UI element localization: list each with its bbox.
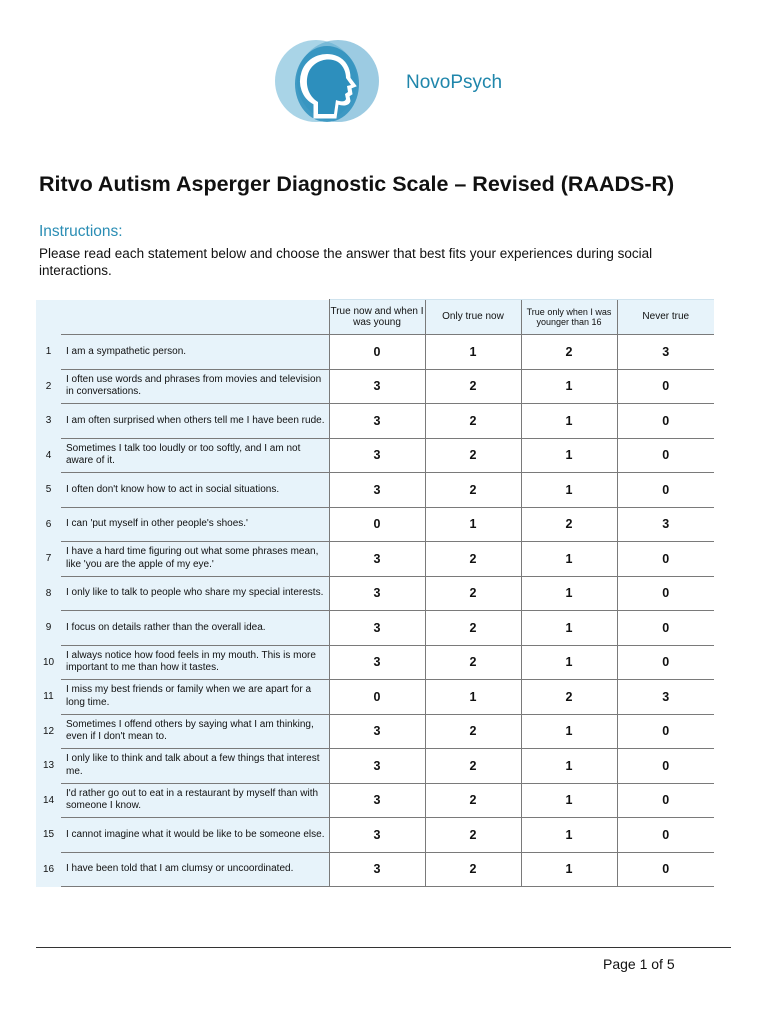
header-num-cell [36,300,61,335]
statement-text: I only like to think and talk about a few things that interest me. [61,749,329,784]
statement-text: I am a sympathetic person. [61,335,329,370]
footer-divider [36,947,731,948]
score-option-4[interactable]: 0 [617,576,714,611]
statement-text: Sometimes I offend others by saying what I am thinking, even if I don't mean to. [61,714,329,749]
table-row [36,645,714,680]
score-option-4[interactable]: 3 [617,335,714,370]
score-option-2[interactable]: 2 [425,438,521,473]
score-option-4[interactable]: 0 [617,542,714,577]
score-option-4[interactable]: 0 [617,714,714,749]
score-option-2[interactable]: 2 [425,749,521,784]
score-option-4[interactable]: 0 [617,473,714,508]
table-header-row [36,300,714,335]
header-option-3: True only when I was younger than 16 [521,300,617,335]
score-option-3[interactable]: 1 [521,783,617,818]
row-number: 3 [36,404,61,439]
header-option-2: Only true now [425,300,521,335]
score-option-3[interactable]: 1 [521,369,617,404]
score-option-3[interactable]: 1 [521,749,617,784]
score-option-4[interactable]: 0 [617,783,714,818]
table-row [36,404,714,439]
table-row [36,542,714,577]
statement-text: I'd rather go out to eat in a restaurant by myself than with someone I know. [61,783,329,818]
statement-text: I am often surprised when others tell me I have been rude. [61,404,329,439]
score-option-3[interactable]: 1 [521,473,617,508]
score-option-2[interactable]: 2 [425,542,521,577]
novopsych-logo-icon [272,34,382,129]
row-number: 6 [36,507,61,542]
score-option-3[interactable]: 1 [521,611,617,646]
table-row [36,473,714,508]
row-number: 12 [36,714,61,749]
score-option-2[interactable]: 2 [425,473,521,508]
document-title: Ritvo Autism Asperger Diagnostic Scale – Revised (RAADS-R) [39,172,675,196]
score-option-4[interactable]: 0 [617,438,714,473]
score-option-2[interactable]: 1 [425,507,521,542]
score-option-2[interactable]: 2 [425,714,521,749]
score-option-1[interactable]: 3 [329,473,425,508]
score-option-4[interactable]: 0 [617,749,714,784]
statement-text: I have been told that I am clumsy or uncoordinated. [61,852,329,887]
table-row [36,749,714,784]
score-option-2[interactable]: 2 [425,369,521,404]
row-number: 11 [36,680,61,715]
score-option-1[interactable]: 3 [329,438,425,473]
score-option-2[interactable]: 2 [425,645,521,680]
statement-text: I have a hard time figuring out what some phrases mean, like 'you are the apple of my eye.' [61,542,329,577]
row-number: 1 [36,335,61,370]
header-option-4: Never true [617,300,714,335]
score-option-2[interactable]: 2 [425,818,521,853]
score-option-2[interactable]: 2 [425,576,521,611]
statement-text: I can 'put myself in other people's shoes.' [61,507,329,542]
statement-text: I miss my best friends or family when we are apart for a long time. [61,680,329,715]
table-row [36,611,714,646]
score-option-4[interactable]: 0 [617,404,714,439]
score-option-4[interactable]: 0 [617,645,714,680]
score-option-3[interactable]: 1 [521,818,617,853]
statement-text: I focus on details rather than the overall idea. [61,611,329,646]
score-option-1[interactable]: 3 [329,404,425,439]
score-option-1[interactable]: 3 [329,783,425,818]
score-option-1[interactable]: 3 [329,818,425,853]
table-row [36,369,714,404]
score-option-1[interactable]: 3 [329,542,425,577]
table-row [36,507,714,542]
table-row [36,438,714,473]
row-number: 4 [36,438,61,473]
score-option-3[interactable]: 1 [521,852,617,887]
statement-text: I cannot imagine what it would be like to be someone else. [61,818,329,853]
score-option-3[interactable]: 1 [521,576,617,611]
row-number: 7 [36,542,61,577]
score-option-4[interactable]: 3 [617,507,714,542]
page-number: Page 1 of 5 [603,956,675,972]
score-option-3[interactable]: 1 [521,404,617,439]
score-option-2[interactable]: 2 [425,783,521,818]
score-option-4[interactable]: 0 [617,818,714,853]
statement-text: Sometimes I talk too loudly or too softly, and I am not aware of it. [61,438,329,473]
score-option-2[interactable]: 2 [425,404,521,439]
row-number: 5 [36,473,61,508]
score-option-1[interactable]: 0 [329,680,425,715]
table-row [36,335,714,370]
header-statement-cell [61,300,329,335]
score-option-3[interactable]: 1 [521,645,617,680]
table-row [36,852,714,887]
score-option-3[interactable]: 1 [521,542,617,577]
table-row [36,680,714,715]
instructions-text: Please read each statement below and choose the answer that best fits your experiences during social interactions. [39,246,653,278]
score-option-1[interactable]: 3 [329,852,425,887]
score-option-2[interactable]: 1 [425,680,521,715]
score-option-1[interactable]: 3 [329,369,425,404]
score-option-1[interactable]: 3 [329,749,425,784]
row-number: 15 [36,818,61,853]
score-option-2[interactable]: 2 [425,611,521,646]
score-option-4[interactable]: 3 [617,680,714,715]
raads-table [36,299,714,887]
table-row [36,818,714,853]
score-option-3[interactable]: 2 [521,680,617,715]
statement-text: I always notice how food feels in my mouth. This is more important to me than how it tastes. [61,645,329,680]
score-option-4[interactable]: 0 [617,369,714,404]
instructions-heading: Instructions: [39,223,123,240]
header-option-1: True now and when I was young [329,300,425,335]
row-number: 8 [36,576,61,611]
statement-text: I often use words and phrases from movies and television in conversations. [61,369,329,404]
row-number: 14 [36,783,61,818]
row-number: 2 [36,369,61,404]
row-number: 13 [36,749,61,784]
score-option-3[interactable]: 2 [521,335,617,370]
score-option-3[interactable]: 1 [521,714,617,749]
score-option-3[interactable]: 1 [521,438,617,473]
score-option-1[interactable]: 0 [329,335,425,370]
statement-text: I often don't know how to act in social situations. [61,473,329,508]
brand-name: NovoPsych [406,72,503,93]
score-option-1[interactable]: 0 [329,507,425,542]
table-row [36,576,714,611]
row-number: 9 [36,611,61,646]
score-option-1[interactable]: 3 [329,714,425,749]
score-option-2[interactable]: 2 [425,852,521,887]
row-number: 16 [36,852,61,887]
score-option-4[interactable]: 0 [617,611,714,646]
statement-text: I only like to talk to people who share my special interests. [61,576,329,611]
table-row [36,783,714,818]
score-option-2[interactable]: 1 [425,335,521,370]
score-option-1[interactable]: 3 [329,645,425,680]
table-row [36,714,714,749]
score-option-4[interactable]: 0 [617,852,714,887]
score-option-1[interactable]: 3 [329,611,425,646]
score-option-1[interactable]: 3 [329,576,425,611]
score-option-3[interactable]: 2 [521,507,617,542]
row-number: 10 [36,645,61,680]
